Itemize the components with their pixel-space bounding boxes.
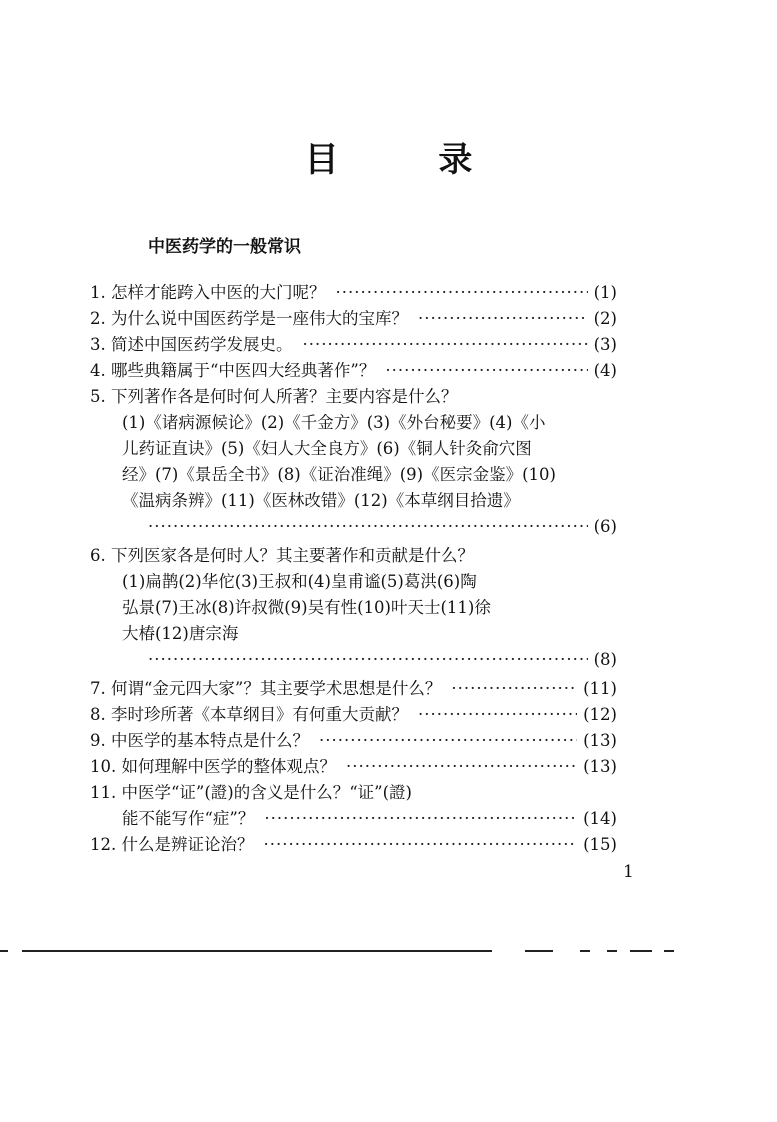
entry-title: 11. 中医学“证”(證)的含义是什么？“证”(證) bbox=[90, 783, 412, 802]
section-heading: 中医药学的一般常识 bbox=[148, 237, 301, 257]
toc-entry[interactable] bbox=[90, 384, 617, 410]
entry-page: (12) bbox=[583, 705, 617, 724]
entry-subline bbox=[90, 621, 617, 647]
toc-entry[interactable] bbox=[90, 306, 617, 332]
entry-page: (13) bbox=[583, 731, 617, 750]
dot-leader bbox=[418, 306, 588, 332]
entry-subline bbox=[90, 569, 617, 595]
entry-page: (2) bbox=[593, 309, 617, 328]
entry-title: 3. 简述中国医药学发展史。 bbox=[90, 335, 293, 354]
entry-page-row bbox=[90, 514, 617, 540]
dot-leader bbox=[346, 754, 577, 780]
entry-subline-text: 能不能写作“症”？ bbox=[122, 809, 255, 828]
toc-entry[interactable] bbox=[90, 780, 617, 806]
entry-page: (13) bbox=[583, 757, 617, 776]
toc-entry[interactable] bbox=[90, 728, 617, 754]
entry-title: 7. 何谓“金元四大家”？其主要学术思想是什么？ bbox=[90, 679, 442, 698]
entry-title: 9. 中医学的基本特点是什么？ bbox=[90, 731, 309, 750]
entry-subline bbox=[90, 436, 617, 462]
entry-title: 1. 怎样才能跨入中医的大门呢？ bbox=[90, 283, 326, 302]
toc-entry[interactable] bbox=[90, 358, 617, 384]
entry-title: 5. 下列著作各是何时何人所著？主要内容是什么？ bbox=[90, 387, 458, 406]
toc-entry[interactable] bbox=[90, 280, 617, 306]
dot-leader bbox=[303, 332, 588, 358]
entry-page: (11) bbox=[583, 679, 617, 698]
toc-entry[interactable] bbox=[90, 702, 617, 728]
entry-title: 4. 哪些典籍属于“中医四大经典著作”？ bbox=[90, 361, 376, 380]
entry-page: (6) bbox=[593, 517, 617, 536]
entry-title: 10. 如何理解中医学的整体观点？ bbox=[90, 757, 336, 776]
scan-artifact-line bbox=[0, 950, 777, 952]
dot-leader bbox=[264, 806, 577, 832]
dot-leader bbox=[385, 358, 587, 384]
entry-title: 6. 下列医家各是何时人？其主要著作和贡献是什么？ bbox=[90, 546, 474, 565]
page-title: 目 录 bbox=[304, 140, 517, 180]
toc-entry[interactable] bbox=[90, 543, 617, 569]
entry-subline-text: 《温病条辨》(11)《医林改错》(12)《本草纲目拾遗》 bbox=[122, 491, 520, 510]
entry-subline-text: (1)扁鹊(2)华佗(3)王叔和(4)皇甫谧(5)葛洪(6)陶 bbox=[122, 572, 477, 591]
entry-subline-text: 弘景(7)王冰(8)许叔微(9)吴有性(10)叶天士(11)徐 bbox=[122, 598, 491, 617]
entry-page: (1) bbox=[593, 283, 617, 302]
entry-page: (14) bbox=[583, 809, 617, 828]
entry-subline bbox=[90, 806, 617, 832]
dot-leader bbox=[148, 647, 588, 673]
entry-subline-text: 经》(7)《景岳全书》(8)《证治准绳》(9)《医宗金鉴》(10) bbox=[122, 465, 556, 484]
entry-subline-text: 大椿(12)唐宗海 bbox=[122, 624, 239, 643]
entry-page: (4) bbox=[593, 361, 617, 380]
entry-title: 8. 李时珍所著《本草纲目》有何重大贡献？ bbox=[90, 705, 408, 724]
dot-leader bbox=[336, 280, 588, 306]
dot-leader bbox=[451, 676, 577, 702]
entry-title: 2. 为什么说中国医药学是一座伟大的宝库？ bbox=[90, 309, 408, 328]
toc-entry[interactable] bbox=[90, 676, 617, 702]
entry-subline bbox=[90, 595, 617, 621]
entry-subline bbox=[90, 488, 617, 514]
entry-page-row bbox=[90, 647, 617, 673]
entry-subline bbox=[90, 410, 617, 436]
toc-entry[interactable] bbox=[90, 332, 617, 358]
toc-entry[interactable] bbox=[90, 754, 617, 780]
entry-subline bbox=[90, 462, 617, 488]
dot-leader bbox=[418, 702, 577, 728]
dot-leader bbox=[264, 832, 578, 858]
entry-page: (8) bbox=[593, 650, 617, 669]
table-of-contents bbox=[90, 280, 617, 858]
page-number: 1 bbox=[623, 862, 634, 882]
entry-page: (15) bbox=[583, 835, 617, 854]
entry-page: (3) bbox=[593, 335, 617, 354]
entry-title: 12. 什么是辨证论治？ bbox=[90, 835, 254, 854]
dot-leader bbox=[148, 514, 588, 540]
dot-leader bbox=[319, 728, 577, 754]
entry-subline-text: 儿药证直诀》(5)《妇人大全良方》(6)《铜人针灸俞穴图 bbox=[122, 439, 532, 458]
entry-subline-text: (1)《诸病源候论》(2)《千金方》(3)《外台秘要》(4)《小 bbox=[122, 413, 546, 432]
toc-entry[interactable] bbox=[90, 832, 617, 858]
